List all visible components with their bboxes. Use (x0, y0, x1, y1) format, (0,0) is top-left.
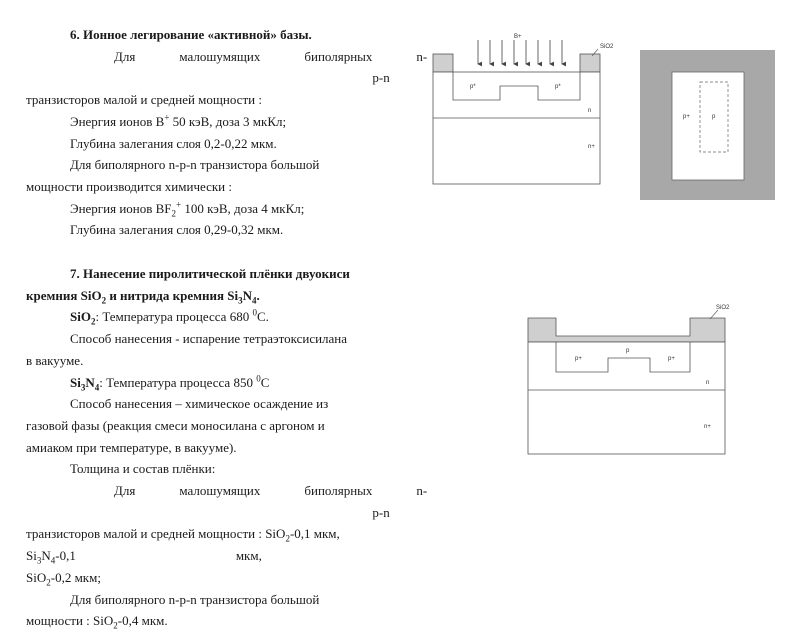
oxide-film (528, 318, 725, 342)
section6-power-a: Для биполярного n-p-n транзистора большой (70, 157, 320, 173)
oxide-right (580, 54, 600, 72)
high-power-b: мощности : SiO$_2$-0,4 мкм. (26, 613, 168, 631)
substrate-label: n+ (588, 144, 595, 150)
top-view-figure (640, 50, 775, 200)
document-text (26, 24, 428, 632)
top-view-right-label: p (712, 114, 716, 120)
section6-line1-cont: транзисторов малой и средней мощности : (26, 92, 262, 108)
section6-depth1: Глубина залегания слоя 0,2-0,22 мкм. (70, 135, 277, 151)
region-right: p* (555, 84, 561, 90)
ion-beam-arrows (478, 40, 562, 64)
oxide-label: SiO2 (600, 44, 614, 50)
implant-cross-section-figure (430, 30, 620, 190)
wafer-body (433, 72, 600, 184)
film-center-label: p (626, 348, 630, 354)
sio2-method-b: в вакууме. (26, 352, 84, 368)
section6-power-b: мощности производится химически : (26, 178, 232, 194)
beam-label: B+ (514, 34, 522, 40)
n-label: n (588, 108, 592, 114)
oxide-left (433, 54, 453, 72)
si3n4-method-c: амиаком при температуре, в вакууме). (26, 439, 237, 455)
film-substrate-label: n+ (704, 424, 711, 430)
section6-energy2: Энергия ионов $BF_2^+$ 100 кэВ, доза 4 мкКл; (70, 199, 305, 219)
sio2-method-a: Способ нанесения - испарение тетраэтоксисилана (70, 331, 348, 347)
low-power-b: $Si_3N_4-0,1$ мкм, (26, 548, 262, 566)
film-region-left: p+ (575, 356, 582, 362)
low-power-line: Для малошумящих биполярных n-p-n (114, 483, 428, 520)
deposition-cross-section-figure (520, 300, 750, 460)
si3n4-method-a: Способ нанесения – химическое осаждение из (70, 396, 329, 412)
region-left: p* (470, 84, 476, 90)
si3n4-temp: $Si_3N_4$: Температура процесса 850 $^0$C (70, 373, 270, 393)
low-power-c: SiO$_2$-0,2 мкм; (26, 569, 101, 588)
section7-heading-a: 7. Нанесение пиролитической плёнки двуокиси (70, 266, 350, 282)
high-power-a: Для биполярного n-p-n транзистора большой (70, 591, 320, 607)
film-oxide-label: SiO2 (716, 305, 730, 311)
low-power-a: транзисторов малой и средней мощности : SiO$_2$-0,1 мкм, (26, 526, 340, 545)
film-n-label: n (706, 380, 710, 386)
section6-heading: 6. Ионное легирование «активной» базы. (70, 27, 312, 42)
section6-energy1: Энергия ионов B+ 50 кэВ, доза 3 мкКл; (70, 112, 287, 129)
sio2-temp: SiO$_2$: Температура процесса 680 $^0$C. (70, 308, 269, 328)
si3n4-method-b: газовой фазы (реакция смеси моносилана с аргоном и (26, 417, 325, 433)
section7-heading-b: кремния SiO$_2$ и нитрида кремния $Si_3N_4$. (26, 287, 260, 306)
top-view-left-label: p+ (683, 114, 690, 120)
thickness-line: Толщина и состав плёнки: (70, 461, 216, 477)
section6-depth2: Глубина залегания слоя 0,29-0,32 мкм. (70, 222, 284, 238)
film-wafer (528, 342, 725, 454)
section6-line1: Для малошумящих биполярных n-p-n (114, 48, 428, 86)
film-region-right: p+ (668, 356, 675, 362)
